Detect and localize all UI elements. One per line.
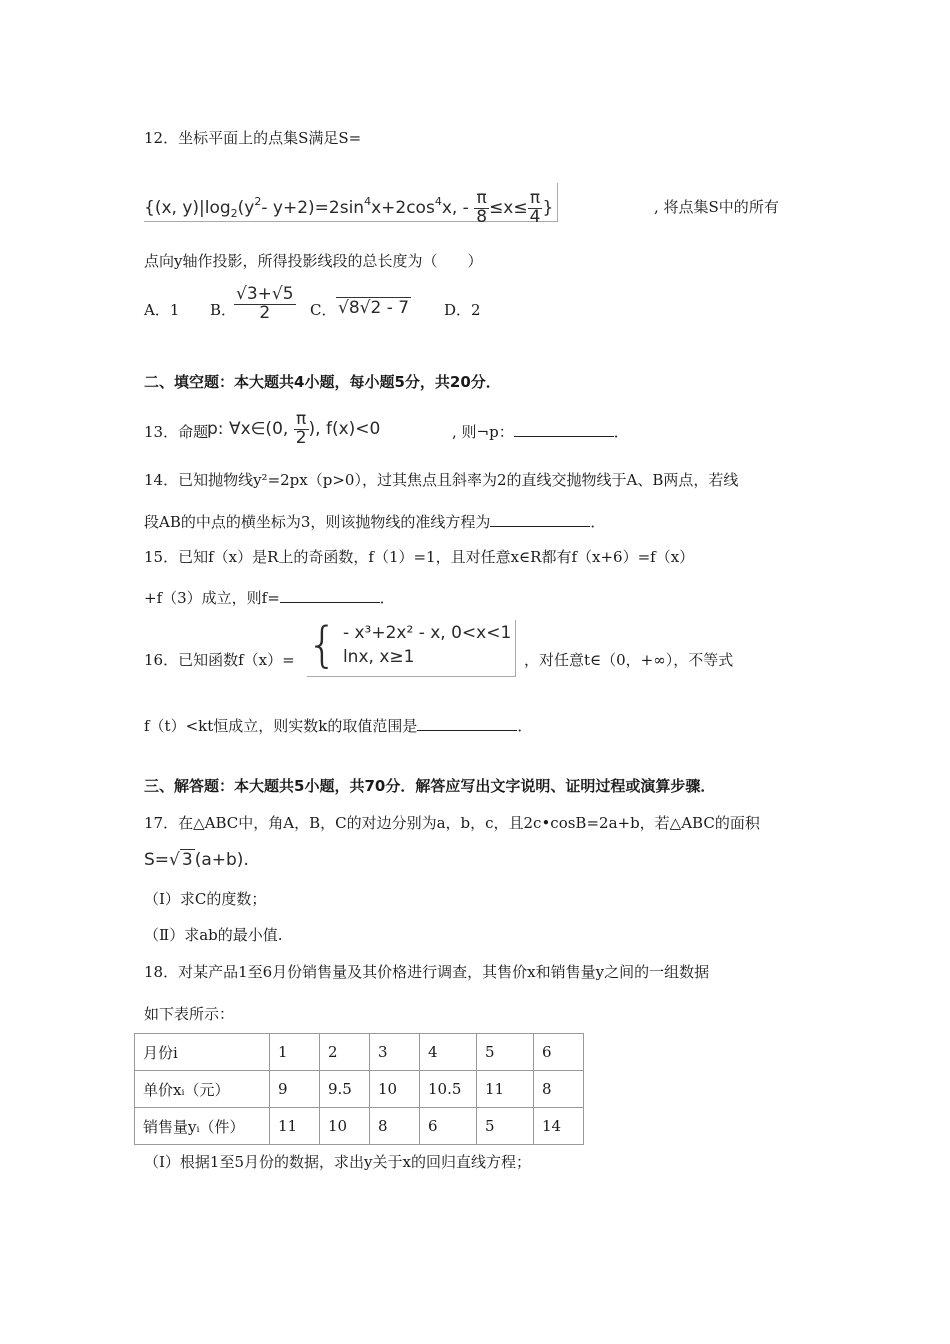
q17-part1: （Ⅰ）求C的度数； [144,890,267,908]
table-cell: 单价xᵢ（元） [135,1071,270,1108]
q14-line1: 14．已知抛物线y²=2px（p>0），过其焦点且斜率为2的直线交抛物线于A、B两点，若线 [144,471,739,489]
q12-set-formula [144,183,558,227]
set-mid: x+2cos [371,198,435,218]
frac-pi-4: $\frac{\pi}{4}$ [529,187,541,227]
q18-data-table [134,1033,584,1145]
q18-line1: 18．对某产品1至6月份销售量及其价格进行调查，其售价x和销售量y之间的一组数据 [144,963,710,981]
table-cell: 4 [420,1034,477,1071]
table-cell: 2 [320,1034,370,1071]
q12-option-d: D．2 [444,301,481,319]
q18-part1: （Ⅰ）根据1至5月份的数据，求出y关于x的回归直线方程； [144,1153,531,1171]
piece-2: lnx, x≥1 [342,647,415,667]
section-3-title: 三、解答题：本大题共5小题，共70分．解答应写出文字说明、证明过程或演算步骤． [144,777,716,795]
set-close: } [542,198,554,218]
exp-4a: 4 [364,195,372,208]
q12-option-c-label: C． [310,301,337,319]
table-cell: 5 [477,1034,534,1071]
table-cell: 3 [370,1034,420,1071]
q15-answer-blank[interactable] [280,588,380,603]
q12-line2-tail: , 将点集S中的所有 [654,198,779,216]
left-brace-icon: { [307,617,338,673]
q13-prefix: 13．命题 [144,423,209,441]
table-cell: 8 [370,1108,420,1145]
q16-piecewise [307,617,516,677]
table-cell: 14 [534,1108,584,1145]
table-cell: 10 [320,1108,370,1145]
q12-line3: 点向y轴作投影，所得投影线段的总长度为（ ） [144,252,483,270]
section-2-title: 二、填空题：本大题共4小题，每小题5分，共20分． [144,373,501,391]
set-x: x, - [441,198,469,218]
table-cell: 9.5 [320,1071,370,1108]
q16-answer-blank[interactable] [417,716,517,731]
table-cell: 10.5 [420,1071,477,1108]
q15-line1: 15．已知f（x）是R上的奇函数，f（1）=1，且对任意x∈R都有f（x+6）=f（x） [144,548,695,566]
q12-line1: 12．坐标平面上的点集S满足S= [144,129,362,147]
set-arg-a: (y [237,198,255,218]
table-row [135,1071,584,1108]
q12-option-a: A．1 [144,301,180,319]
q14-line2: 段AB的中点的横坐标为3，则该抛物线的准线方程为 ． [144,513,606,531]
exp-2: 2 [254,195,262,208]
table-cell: 销售量yᵢ（件） [135,1108,270,1145]
log-base: 2 [230,207,238,220]
q12-option-b-value: $\frac{√3+√5}{2}$ [236,284,294,323]
q14-answer-blank[interactable] [490,512,590,527]
frac-pi-8: $\frac{\pi}{8}$ [476,187,488,227]
piece-1: - x³+2x² - x, 0<x<1 [342,623,512,643]
table-cell: 5 [477,1108,534,1145]
le-x-le: ≤x≤ [489,198,528,218]
q15-line2: +f（3）成立，则f= ． [144,589,395,607]
q16-prefix: 16．已知函数f（x）= [144,651,295,669]
q13-answer-blank[interactable] [514,422,614,437]
q17-formula: S=√ 3 (a+b). [144,850,249,870]
q17-line1: 17．在△ABC中，角A，B，C的对边分别为a，b，c，且2c•cosB=2a+b，若△ABC的面积 [144,814,760,832]
q17-part2: （Ⅱ）求ab的最小值. [144,926,283,944]
table-row [135,1108,584,1145]
table-cell: 10 [370,1071,420,1108]
table-row [135,1034,584,1071]
set-arg-b: - y+2)=2sin [261,198,365,218]
table-cell: 8 [534,1071,584,1108]
q18-line2: 如下表所示： [144,1005,235,1023]
table-cell: 月份i [135,1034,270,1071]
q16-suffix: ，对任意t∈（0，+∞），不等式 [524,651,734,669]
table-cell: 11 [477,1071,534,1108]
table-cell: 9 [270,1071,320,1108]
set-open: {(x, y)|log [144,198,231,218]
exp-4b: 4 [434,195,442,208]
q13-suffix: , 则¬p： ． [452,423,629,441]
q12-option-b-label: B． [210,301,237,319]
q16-line2: f（t）<kt恒成立，则实数k的取值范围是 ． [144,717,533,735]
table-cell: 6 [420,1108,477,1145]
q13-formula: p: ∀x∈(0, $\frac{\pi}{2}$ ), f(x)<0 [207,408,381,448]
table-cell: 11 [270,1108,320,1145]
table-cell: 1 [270,1034,320,1071]
table-cell: 6 [534,1034,584,1071]
q12-option-c-value: √8√2 - 7 [338,298,410,318]
